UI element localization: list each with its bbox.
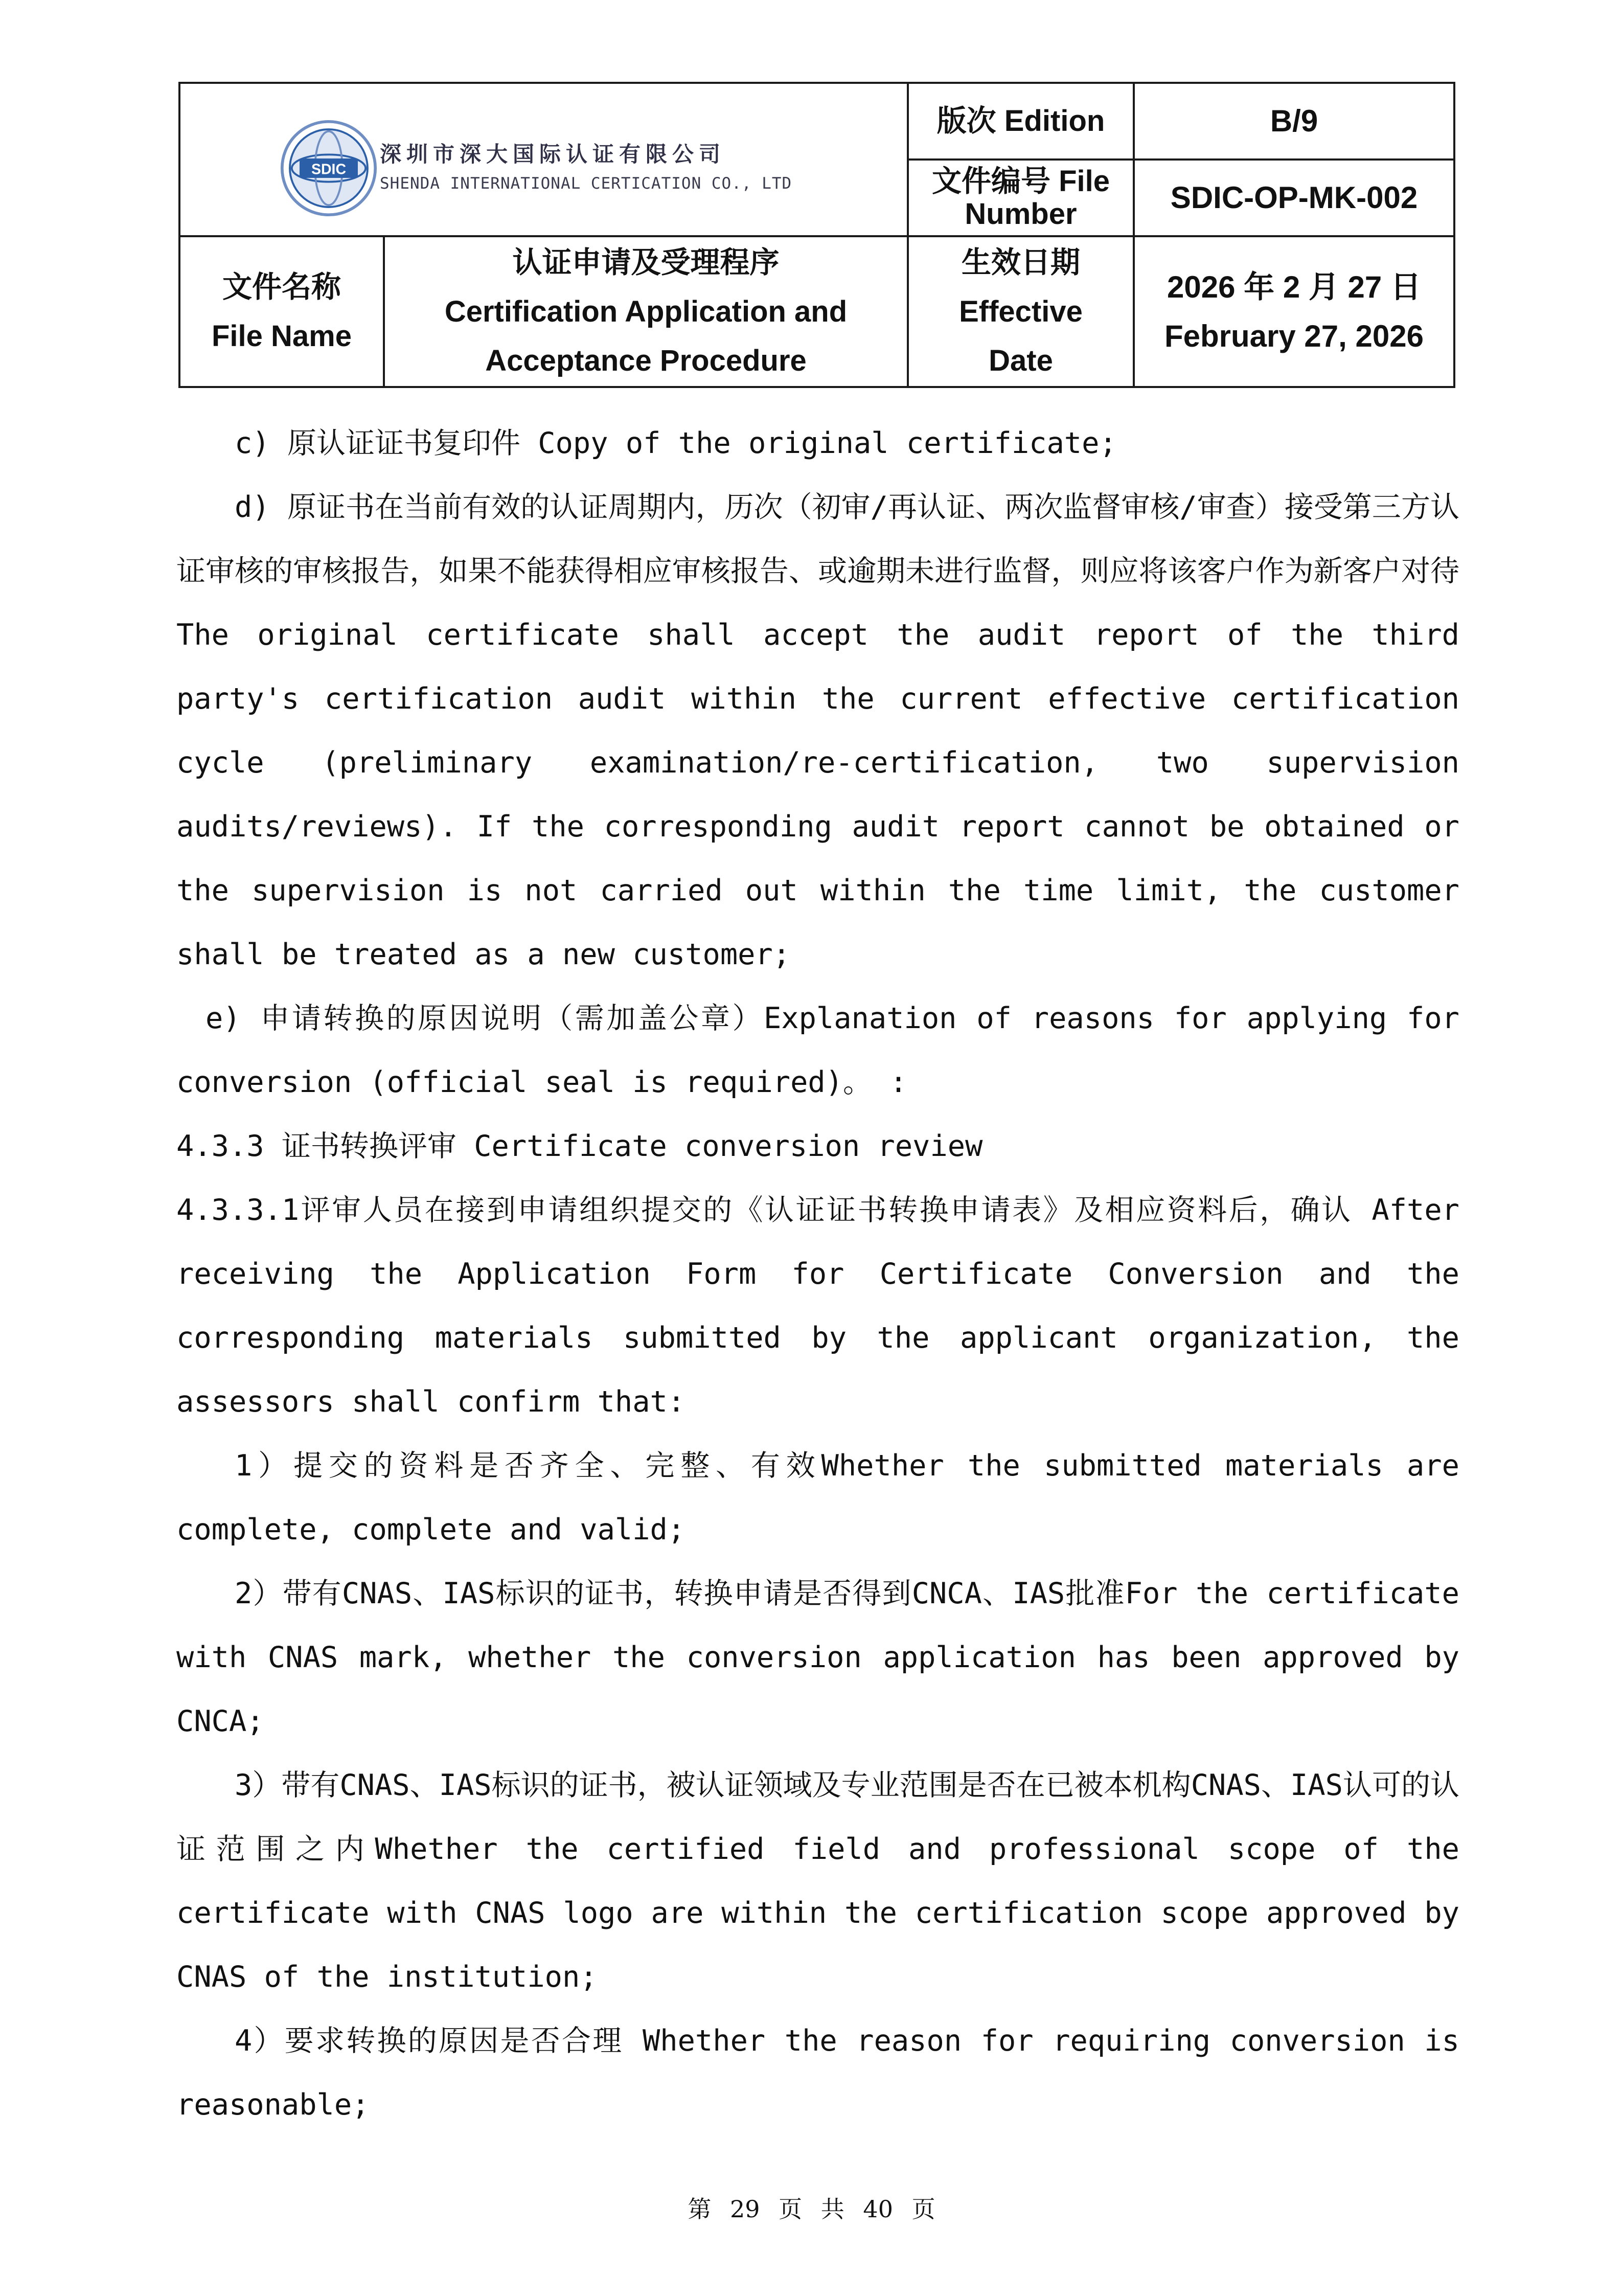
section-4-3-3-1: 4.3.3.1评审人员在接到申请组织提交的《认证证书转换申请表》及相应资料后，确认 After receiving the Application Form for Certificate Conversion and the corresponding materials submitted by the applicant organization, the assessors shall confirm that: [176,1193,1459,1419]
company-name [380,138,792,193]
company-logo-cell [179,83,908,236]
edition-label: 版次 Edition [908,83,1134,160]
company-name-en: SHENDA INTERNATIONAL CERTICATION CO., LTD [380,174,792,193]
effective-date-en: February 27, 2026 [1164,319,1424,353]
file-number-label-line2: Number [965,197,1077,231]
file-name-label [179,236,384,387]
effective-date-cn: 2026 年 2 月 27 日 [1167,269,1421,304]
file-name-label-en: File Name [212,319,352,353]
company-name-cn: 深圳市深大国际认证有限公司 [380,142,726,167]
check-item-3: 3）带有CNAS、IAS标识的证书，被认证领域及专业范围是否在已被本机构CNAS、IAS认可的认证范围之内Whether the certified field and professional scope of the certificate with CNAS logo are within the certification scope approved by CNAS of the institution; [176,1768,1459,1994]
file-name-label-cn: 文件名称 [222,270,341,304]
check-item-2: 2）带有CNAS、IAS标识的证书，转换申请是否得到CNCA、IAS批准For the certificate with CNAS mark, whether the conversion application has been approved by CNCA; [176,1577,1459,1738]
document-header-table [178,82,1455,388]
effective-date-label-en2: Date [989,344,1053,377]
document-body [176,412,1459,2137]
section-4-3-3-heading: 4.3.3 证书转换评审 Certificate conversion review [176,1129,983,1163]
file-number-label-line1: 文件编号 File [931,165,1110,198]
file-number-value: SDIC-OP-MK-002 [1134,160,1454,236]
file-name-value [384,236,908,387]
edition-value: B/9 [1134,83,1454,160]
file-name-cn: 认证申请及受理程序 [512,245,780,279]
effective-date-label-en1: Effective [959,294,1083,328]
file-name-en-line2: Acceptance Procedure [485,344,807,377]
item-c: c) 原认证证书复印件 Copy of the original certificate; [235,426,1117,460]
item-d: d) 原证书在当前有效的认证周期内，历次（初审/再认证、两次监督审核/审查）接受第三方认证审核的审核报告，如果不能获得相应审核报告、或逾期未进行监督，则应将该客户作为新客户对待 The original certificate shall accept the audit report of the third party's certification audit within the current effective certification cycle (preliminary examination/re-certification, two supervision audits/reviews). If the corresponding audit report cannot be obtained or the supervision is not carried out within the time limit, the customer shall be treated as a new customer; [176,490,1459,971]
company-logo-icon [280,120,377,217]
file-name-en-line1: Certification Application and [444,294,848,328]
check-item-4: 4）要求转换的原因是否合理 Whether the reason for requiring conversion is reasonable; [176,2024,1459,2122]
item-e: e) 申请转换的原因说明（需加盖公章）Explanation of reasons for applying for conversion (official seal is required)。 : [176,1002,1459,1099]
effective-date-label [908,236,1134,387]
effective-date-label-cn: 生效日期 [961,245,1080,279]
effective-date-value [1134,236,1454,387]
file-number-label [908,160,1134,236]
logo-text: SDIC [311,161,347,178]
check-item-1: 1）提交的资料是否齐全、完整、有效Whether the submitted materials are complete, complete and valid; [176,1449,1459,1547]
page-number: 第 29 页 共 40 页 [688,2195,935,2223]
